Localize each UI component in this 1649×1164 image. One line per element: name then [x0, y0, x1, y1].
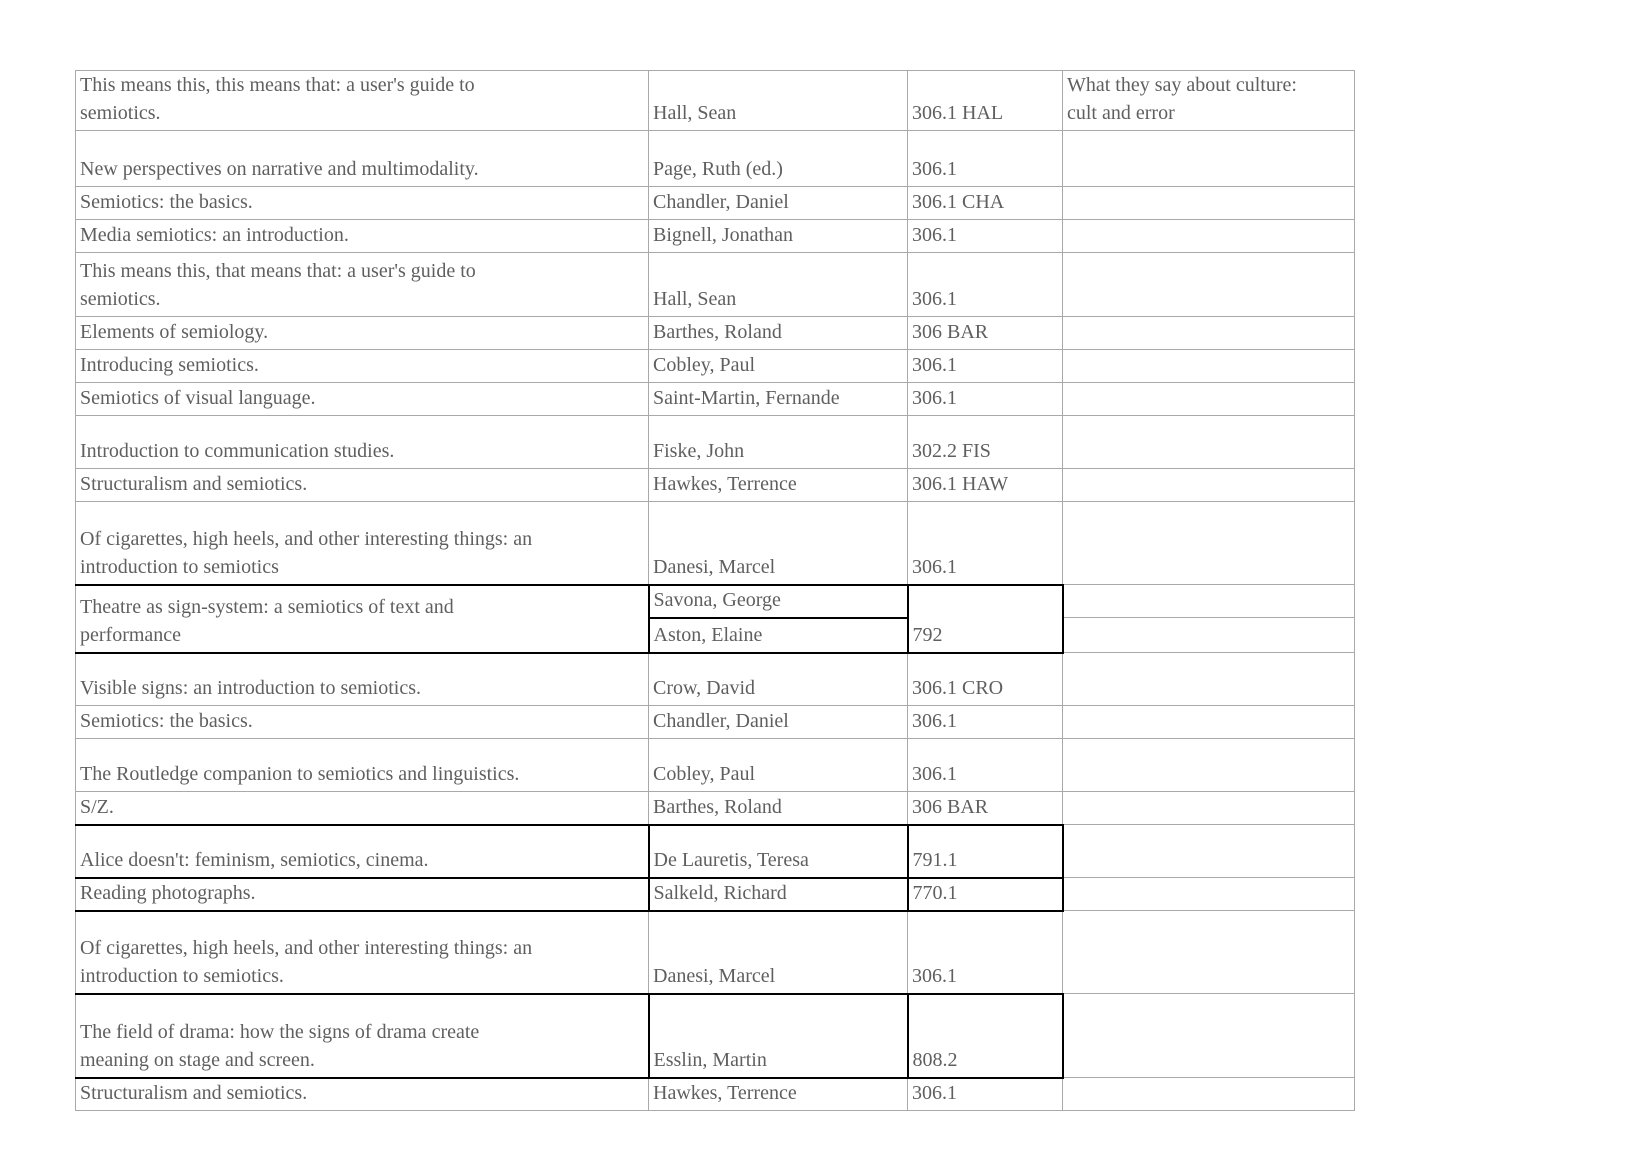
author-cell: Fiske, John: [649, 416, 908, 469]
author-cell: Esslin, Martin: [649, 994, 908, 1078]
classmark-cell: 306.1: [908, 911, 1063, 994]
notes-cell: What they say about culture: cult and error: [1063, 71, 1355, 131]
title-cell: Media semiotics: an introduction.: [76, 220, 649, 253]
author-cell: Crow, David: [649, 653, 908, 706]
notes-cell: [1063, 585, 1355, 618]
notes-cell: [1063, 416, 1355, 469]
author-cell: Saint-Martin, Fernande: [649, 383, 908, 416]
title-cell: S/Z.: [76, 792, 649, 825]
table-row: [76, 502, 1355, 585]
author-cell: Aston, Elaine: [649, 618, 908, 653]
table-row: [76, 131, 1355, 187]
title-cell: Theatre as sign-system: a semiotics of text and performance: [76, 585, 649, 653]
notes-cell: [1063, 383, 1355, 416]
title-cell: New perspectives on narrative and multimodality.: [76, 131, 649, 187]
title-cell: Structuralism and semiotics.: [76, 1078, 649, 1111]
title-cell: Introducing semiotics.: [76, 350, 649, 383]
author-cell: Cobley, Paul: [649, 739, 908, 792]
author-cell: Barthes, Roland: [649, 317, 908, 350]
notes-cell: [1063, 187, 1355, 220]
table-row: [76, 825, 1355, 878]
table-row: [76, 1078, 1355, 1111]
table-row: [76, 71, 1355, 131]
table-row: [76, 706, 1355, 739]
author-cell: Chandler, Daniel: [649, 706, 908, 739]
notes-cell: [1063, 792, 1355, 825]
table-row: [76, 350, 1355, 383]
title-cell: Semiotics: the basics.: [76, 706, 649, 739]
title-cell: Of cigarettes, high heels, and other interesting things: an introduction to semiotics.: [76, 911, 649, 994]
table-row: [76, 994, 1355, 1078]
title-cell: This means this, that means that: a user's guide to semiotics.: [76, 253, 649, 317]
classmark-cell: 306.1: [908, 383, 1063, 416]
book-table: [75, 70, 1355, 1111]
classmark-cell: 306.1: [908, 706, 1063, 739]
title-cell: The Routledge companion to semiotics and linguistics.: [76, 739, 649, 792]
notes-cell: [1063, 253, 1355, 317]
notes-cell: [1063, 1078, 1355, 1111]
title-cell: This means this, this means that: a user's guide to semiotics.: [76, 71, 649, 131]
title-cell: Elements of semiology.: [76, 317, 649, 350]
title-cell: Introduction to communication studies.: [76, 416, 649, 469]
classmark-cell: 306.1: [908, 220, 1063, 253]
table-row: [76, 792, 1355, 825]
notes-cell: [1063, 618, 1355, 653]
classmark-cell: 792: [908, 585, 1063, 653]
author-cell: Danesi, Marcel: [649, 911, 908, 994]
author-cell: Hall, Sean: [649, 253, 908, 317]
notes-cell: [1063, 317, 1355, 350]
author-cell: Chandler, Daniel: [649, 187, 908, 220]
title-cell: Alice doesn't: feminism, semiotics, cinema.: [76, 825, 649, 878]
notes-cell: [1063, 350, 1355, 383]
table-row: [76, 469, 1355, 502]
notes-cell: [1063, 994, 1355, 1078]
notes-cell: [1063, 653, 1355, 706]
classmark-cell: 306.1: [908, 253, 1063, 317]
notes-cell: [1063, 131, 1355, 187]
title-cell: Semiotics: the basics.: [76, 187, 649, 220]
author-cell: Bignell, Jonathan: [649, 220, 908, 253]
table-row: [76, 317, 1355, 350]
classmark-cell: 306.1 CRO: [908, 653, 1063, 706]
classmark-cell: 306 BAR: [908, 317, 1063, 350]
author-cell: Danesi, Marcel: [649, 502, 908, 585]
table-row: [76, 739, 1355, 792]
notes-cell: [1063, 878, 1355, 911]
title-cell: Reading photographs.: [76, 878, 649, 911]
classmark-cell: 306.1 HAW: [908, 469, 1063, 502]
classmark-cell: 808.2: [908, 994, 1063, 1078]
classmark-cell: 306.1: [908, 131, 1063, 187]
author-cell: Salkeld, Richard: [649, 878, 908, 911]
notes-cell: [1063, 825, 1355, 878]
notes-cell: [1063, 220, 1355, 253]
classmark-cell: 770.1: [908, 878, 1063, 911]
table-row: [76, 187, 1355, 220]
classmark-cell: 302.2 FIS: [908, 416, 1063, 469]
title-cell: Visible signs: an introduction to semiotics.: [76, 653, 649, 706]
classmark-cell: 306.1 HAL: [908, 71, 1063, 131]
classmark-cell: 306.1: [908, 502, 1063, 585]
author-cell: Barthes, Roland: [649, 792, 908, 825]
classmark-cell: 306 BAR: [908, 792, 1063, 825]
table-row: [76, 911, 1355, 994]
author-cell: Cobley, Paul: [649, 350, 908, 383]
title-cell: Semiotics of visual language.: [76, 383, 649, 416]
title-cell: Structuralism and semiotics.: [76, 469, 649, 502]
table-row: [76, 878, 1355, 911]
table-row: [76, 416, 1355, 469]
notes-cell: [1063, 739, 1355, 792]
title-cell: The field of drama: how the signs of drama create meaning on stage and screen.: [76, 994, 649, 1078]
notes-cell: [1063, 911, 1355, 994]
document-page: [75, 70, 1355, 1111]
classmark-cell: 306.1: [908, 350, 1063, 383]
table-row: [76, 585, 1355, 618]
table-row: [76, 220, 1355, 253]
table-row: [76, 653, 1355, 706]
classmark-cell: 791.1: [908, 825, 1063, 878]
notes-cell: [1063, 706, 1355, 739]
table-row: [76, 383, 1355, 416]
author-cell: Page, Ruth (ed.): [649, 131, 908, 187]
author-cell: Hawkes, Terrence: [649, 469, 908, 502]
title-cell: Of cigarettes, high heels, and other interesting things: an introduction to semiotics: [76, 502, 649, 585]
author-cell: Savona, George: [649, 585, 908, 618]
author-cell: De Lauretis, Teresa: [649, 825, 908, 878]
table-row: [76, 253, 1355, 317]
notes-cell: [1063, 502, 1355, 585]
author-cell: Hall, Sean: [649, 71, 908, 131]
classmark-cell: 306.1 CHA: [908, 187, 1063, 220]
classmark-cell: 306.1: [908, 739, 1063, 792]
classmark-cell: 306.1: [908, 1078, 1063, 1111]
author-cell: Hawkes, Terrence: [649, 1078, 908, 1111]
notes-cell: [1063, 469, 1355, 502]
